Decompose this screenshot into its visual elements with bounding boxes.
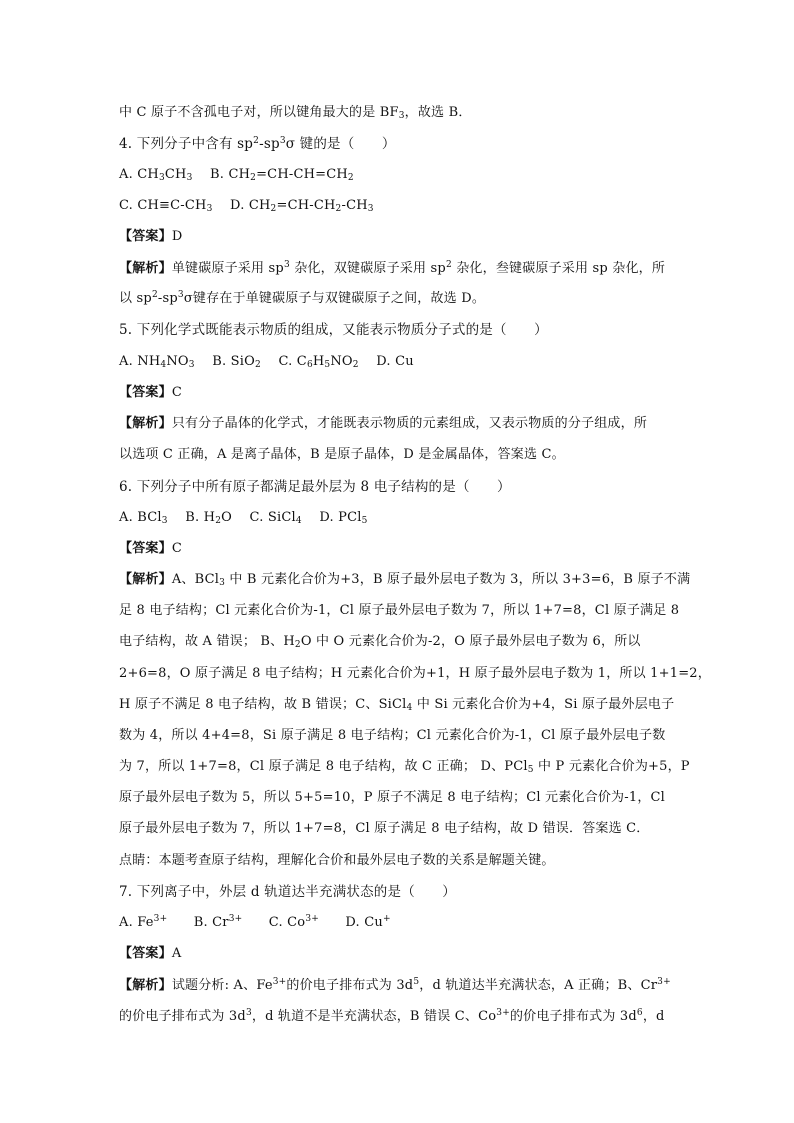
question-6-analysis-cont: 数为 4，所以 4+4=8，Si 原子满足 8 电子结构；Cl 元素化合价为-1，Cl 原子最外层电子数 (119, 728, 666, 743)
question-6-options: A. BCl$_3$ B. $H_2O$ C. SiCl$_4$ D. PCl$_5$ (119, 510, 368, 526)
question-6-analysis-cont: 电子结构，故 A 错误； B、$H_2O$ 中 O 元素化合价为-2，O 原子最外层电子数为 6，所以 (119, 634, 641, 650)
question-7-options: A. $Fe^{3+}$ B. $Cr^{3+}$ C. $Co^{3+}$ D. Cu+ (119, 914, 391, 930)
question-7-analysis-cont: 的价电子排布式为 $3d^3$，d 轨道不是半充满状态，B 错误 C、$Co^{3+}$的价电子排布式为 $3d^6$，d (119, 1008, 665, 1024)
question-6-analysis-cont: 原子最外层电子数为 5，所以 5+5=10，P 原子不满足 8 电子结构；Cl 元素化合价为-1，Cl (119, 790, 666, 805)
question-6-analysis-cont: 足 8 电子结构；Cl 元素化合价为-1，Cl 原子最外层电子数为 7，所以 1+7=8，Cl 原子满足 8 (119, 603, 680, 618)
text-line: 中 C 原子不含孤电子对，所以键角最大的是 $BF_3$，故选 B． (119, 105, 472, 121)
question-6-analysis-cont: 为 7，所以 1+7=8，Cl 原子满足 8 电子结构，故 C 正确； D、PCl$_5$ 中 P 元素化合价为+5，P (119, 759, 690, 775)
question-5-analysis: 【解析】只有分子晶体的化学式，才能既表示物质的元素组成，又表示物质的分子组成，所 (119, 416, 648, 431)
question-5-options: A. $NH_4NO_3$ B. SiO$_2$ C. $C_6H_5NO_2$ D. Cu (119, 354, 414, 370)
question-5-answer: 【答案】C (119, 385, 182, 400)
question-5-analysis-cont: 以选项 C 正确，A 是离子晶体，B 是原子晶体，D 是金属晶体，答案选 C。 (119, 447, 565, 462)
question-7-stem: 7. 下列离子中，外层 d 轨道达半充满状态的是（ ） (119, 884, 456, 900)
question-7-answer: 【答案】A (119, 946, 182, 961)
question-4-options-ab: A. $CH_3CH_3$ B. $CH_2=CH-CH=CH_2$ (119, 167, 354, 183)
question-6-stem: 6. 下列分子中所有原子都满足最外层为 8 电子结构的是（ ） (119, 479, 511, 495)
question-6-key-point: 点睛：本题考查原子结构，理解化合价和最外层电子数的关系是解题关键。 (119, 853, 555, 868)
question-4-analysis-cont: 以 $sp^2-sp^3\sigma$键存在于单键碳原子与双键碳原子之间，故选 D。 (119, 290, 486, 306)
question-5-stem: 5. 下列化学式既能表示物质的组成，又能表示物质分子式的是（ ） (119, 322, 548, 338)
question-4-options-cd: C. $CH\equiv C-CH_3$ D. $CH_2=CH-CH_2-CH_3$ (119, 198, 374, 214)
question-6-analysis-cont: H 原子不满足 8 电子结构，故 B 错误；C、SiCl$_4$ 中 Si 元素化合价为+4，Si 原子最外层电子 (119, 697, 675, 713)
question-7-analysis: 【解析】试题分析: A、$Fe^{3+}$的价电子排布式为 $3d^5$，d 轨道达半充满状态，A 正确；B、$Cr^{3+}$ (119, 977, 671, 993)
question-6-analysis: 【解析】A、BCl$_3$ 中 B 元素化合价为+3，B 原子最外层电子数为 3，所以 3+3=6，B 原子不满 (119, 572, 691, 588)
question-4-answer: 【答案】D (119, 229, 183, 244)
question-6-answer: 【答案】C (119, 541, 182, 556)
question-4-stem: 4. 下列分子中含有 $sp^2-sp^3\sigma$ 键的是（ ） (119, 136, 396, 152)
question-4-analysis: 【解析】单键碳原子采用 $sp^3$ 杂化，双键碳原子采用 $sp^2$ 杂化，叁键碳原子采用 sp 杂化，所 (119, 260, 666, 276)
question-6-analysis-cont: 原子最外层电子数为 7，所以 1+7=8，Cl 原子满足 8 电子结构，故 D 错误．答案选 C． (119, 821, 650, 836)
question-6-analysis-cont: 2+6=8，O 原子满足 8 电子结构；H 元素化合价为+1，H 原子最外层电子数为 1，所以 1+1=2， (119, 666, 711, 681)
